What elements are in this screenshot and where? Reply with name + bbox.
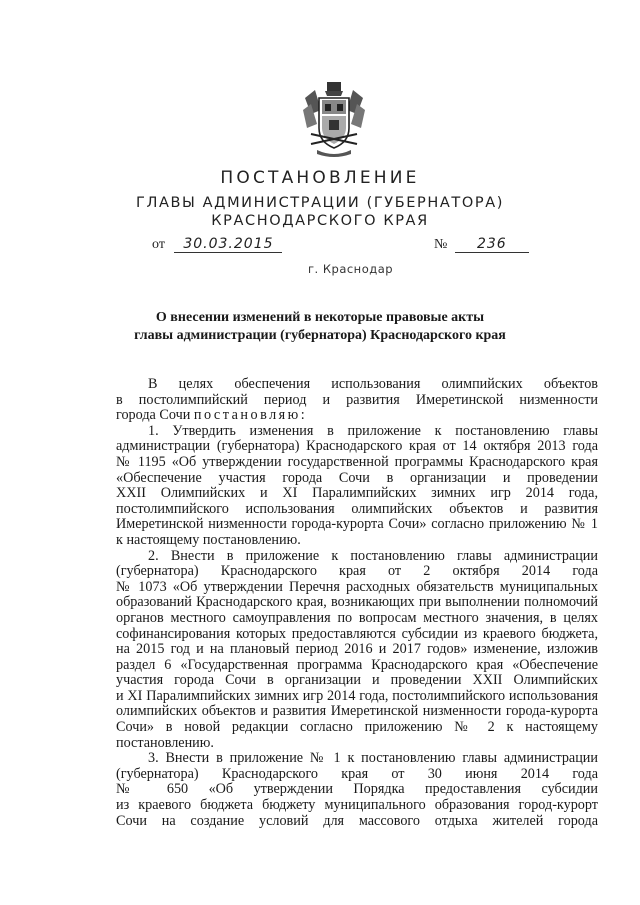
body-line: и XI Паралимпийских зимних игр 2014 года, постолимпийского использования [116,687,598,704]
document-title-line-1: О внесении изменений в некоторые правовые акты [155,310,485,325]
body-line: Сочи на создание условий для массового отдыха жителей города [116,812,598,829]
body-line: органов местного самоуправления по вопросам местного значения, в целях [116,609,598,626]
number-value: 236 [455,236,529,253]
doc-type-heading: ПОСТАНОВЛЕНИЕ [220,168,420,188]
decree-word: постановляю: [193,407,308,424]
body-line: участия города Сочи в организации и проведении XXII Олимпийских [116,672,598,689]
body-line: № 650 «Об утверждении Порядка предоставления субсидии [116,781,598,798]
body-line [116,408,598,424]
body-text: города Сочи [116,407,194,424]
body-line: № 1195 «Об утверждении государственной программы Краснодарского края [116,453,598,470]
document-body [116,377,598,829]
body-line: из краевого бюджета бюджету муниципального образования город-курорт [116,797,598,814]
body-line: олимпийских объектов и развития Имеретинской низменности города-курорта [116,703,598,720]
body-line: к настоящему постановлению. [116,531,301,548]
number-label: № [434,237,448,252]
number-row [434,236,529,253]
date-row [152,236,282,253]
body-line: администрации (губернатора) Краснодарского края от 14 октября 2013 года [116,438,598,455]
body-line: 2. Внести в приложение к постановлению главы администрации [148,547,598,564]
body-line: (губернатора) Краснодарского края от 2 октября 2014 года [116,563,598,580]
body-line: В целях обеспечения использования олимпийских объектов [148,376,598,392]
body-line: 1. Утвердить изменения в приложение к постановлению главы [148,422,598,439]
body-line: (губернатора) Краснодарского края от 30 июня 2014 года [116,765,598,782]
body-line: Сочи» в новой редакции согласно приложению № 2 к настоящему [116,719,598,736]
issuer-heading: ГЛАВЫ АДМИНИСТРАЦИИ (ГУБЕРНАТОРА) [136,195,504,211]
body-line: 3. Внести в приложение № 1 к постановлению главы администрации [148,750,598,767]
city-label: г. Краснодар [308,262,394,276]
body-line: софинансирования которых предоставляются субсидии из краевого бюджета, [116,625,598,642]
body-line: № 1073 «Об утверждении Перечня расходных обязательств муниципальных [116,578,598,595]
body-line: раздел 6 «Государственная программа Краснодарского края «Обеспечение [116,656,598,673]
document-title-line-2: главы администрации (губернатора) Краснодарского края [134,328,506,343]
body-line: Имеретинской низменности города-курорта Сочи» согласно приложению № 1 [116,516,598,533]
krasnodar-coat-of-arms-icon [301,80,367,158]
body-line: постановлению. [116,734,214,751]
body-line: образований Краснодарского края, возникающих при выполнении полномочий [116,594,598,611]
date-value: 30.03.2015 [174,236,282,253]
body-line: на 2015 год и на плановый период 2016 и 2017 годов» изменение, изложив [116,641,598,658]
body-line: XXII Олимпийских и XI Паралимпийских зимних игр 2014 года, [116,485,598,502]
date-label: от [152,237,165,252]
body-line: в постолимпийский период и развития Имеретинской низменности [116,391,598,408]
body-line: «Обеспечение участия города Сочи в организации и проведении [116,469,598,486]
region-heading: КРАСНОДАРСКОГО КРАЯ [211,213,429,229]
body-line: постолимпийского использования олимпийских объектов и развития [116,500,598,517]
